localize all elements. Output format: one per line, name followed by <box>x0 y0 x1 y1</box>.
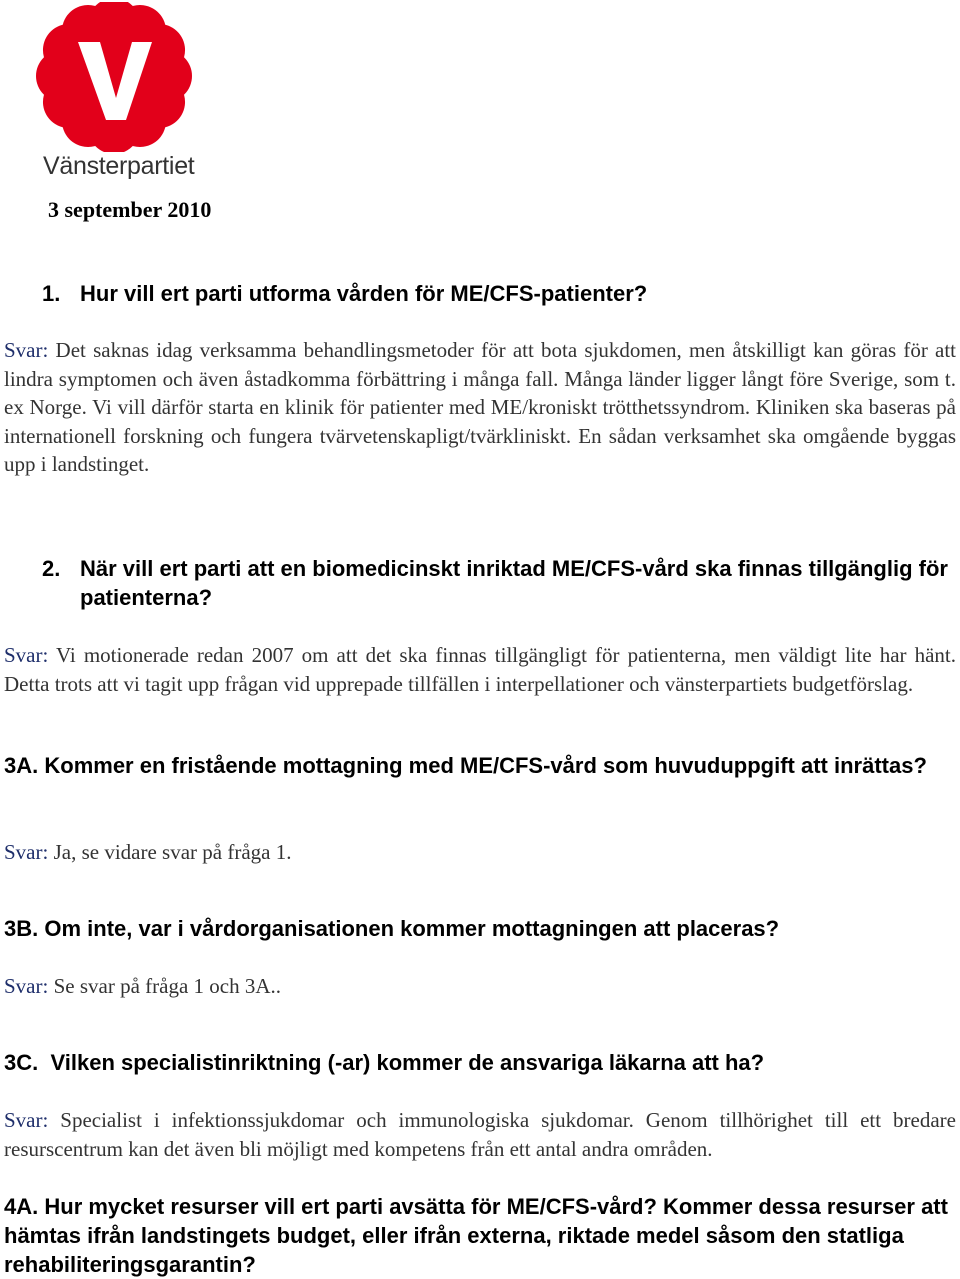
question-text: Vilken specialistinriktning (-ar) kommer de ansvariga läkarna att ha? <box>50 1050 765 1075</box>
question-number: 1. <box>42 281 61 306</box>
question-number: 2. <box>42 556 61 581</box>
answer-1 <box>4 336 956 479</box>
rose-v-logo-icon <box>34 2 194 152</box>
question-number: 4A. <box>4 1194 39 1219</box>
answer-label: Svar: <box>4 643 49 667</box>
answer-3c <box>4 1106 956 1163</box>
answer-3a <box>4 838 956 867</box>
question-number: 3A. <box>4 753 39 778</box>
question-2 <box>4 554 952 612</box>
answer-label: Svar: <box>4 1108 49 1132</box>
answer-label: Svar: <box>4 338 49 362</box>
question-3b <box>4 914 952 943</box>
answer-2 <box>4 641 956 698</box>
question-4a <box>4 1192 952 1279</box>
party-logo <box>34 2 194 180</box>
question-text: Om inte, var i vårdorganisationen kommer mottagningen att placeras? <box>44 916 780 941</box>
answer-3b <box>4 972 956 1001</box>
question-text: Hur vill ert parti utforma vården för ME/CFS-patienter? <box>80 281 648 306</box>
question-text: Kommer en fristående mottagning med ME/CFS-vård som huvuduppgift att inrättas? <box>44 753 927 778</box>
logo-wordmark: Vänsterpartiet <box>43 152 195 180</box>
answer-text: Det saknas idag verksamma behandlingsmetoder för att bota sjukdomen, men åtskilligt kan göras för att lindra symptomen och även åstadkomma förbättring i många fall. Många länder ligger långt före Sverige, som t. ex Norge. Vi vill därför starta en klinik för patienter med ME/kroniskt trötthetssyndrom. Kliniken ska baseras på internationell forskning och fungera tvärvetenskapligt/tvärkliniskt. En sådan verksamhet ska omgående byggas upp i landstinget. <box>4 338 957 476</box>
question-number: 3C. <box>4 1050 39 1075</box>
question-text: Hur mycket resurser vill ert parti avsätta för ME/CFS-vård? Kommer dessa resurser att hämtas ifrån landstingets budget, eller ifrån externa, riktade medel såsom den statliga rehabiliteringsgarantin? <box>4 1194 948 1277</box>
answer-text: Ja, se vidare svar på fråga 1. <box>53 840 292 864</box>
answer-text: Vi motionerade redan 2007 om att det ska finnas tillgängligt för patienterna, men väldigt lite har hänt. Detta trots att vi tagit upp frågan vid upprepade tillfällen i interpellationer och vänsterpartiets budgetförslag. <box>4 643 957 696</box>
question-1 <box>4 279 952 308</box>
question-3c <box>4 1048 952 1077</box>
answer-text: Se svar på fråga 1 och 3A.. <box>53 974 281 998</box>
question-3a <box>4 751 952 780</box>
document-date: 3 september 2010 <box>48 197 212 222</box>
answer-label: Svar: <box>4 840 49 864</box>
answer-label: Svar: <box>4 974 49 998</box>
question-number: 3B. <box>4 916 39 941</box>
answer-text: Specialist i infektionssjukdomar och immunologiska sjukdomar. Genom tillhörighet till ett bredare resurscentrum kan det även bli möjligt med kompetens från ett antal andra områden. <box>4 1108 956 1161</box>
question-text: När vill ert parti att en biomedicinskt inriktad ME/CFS-vård ska finnas tillgänglig för patienterna? <box>80 556 948 610</box>
